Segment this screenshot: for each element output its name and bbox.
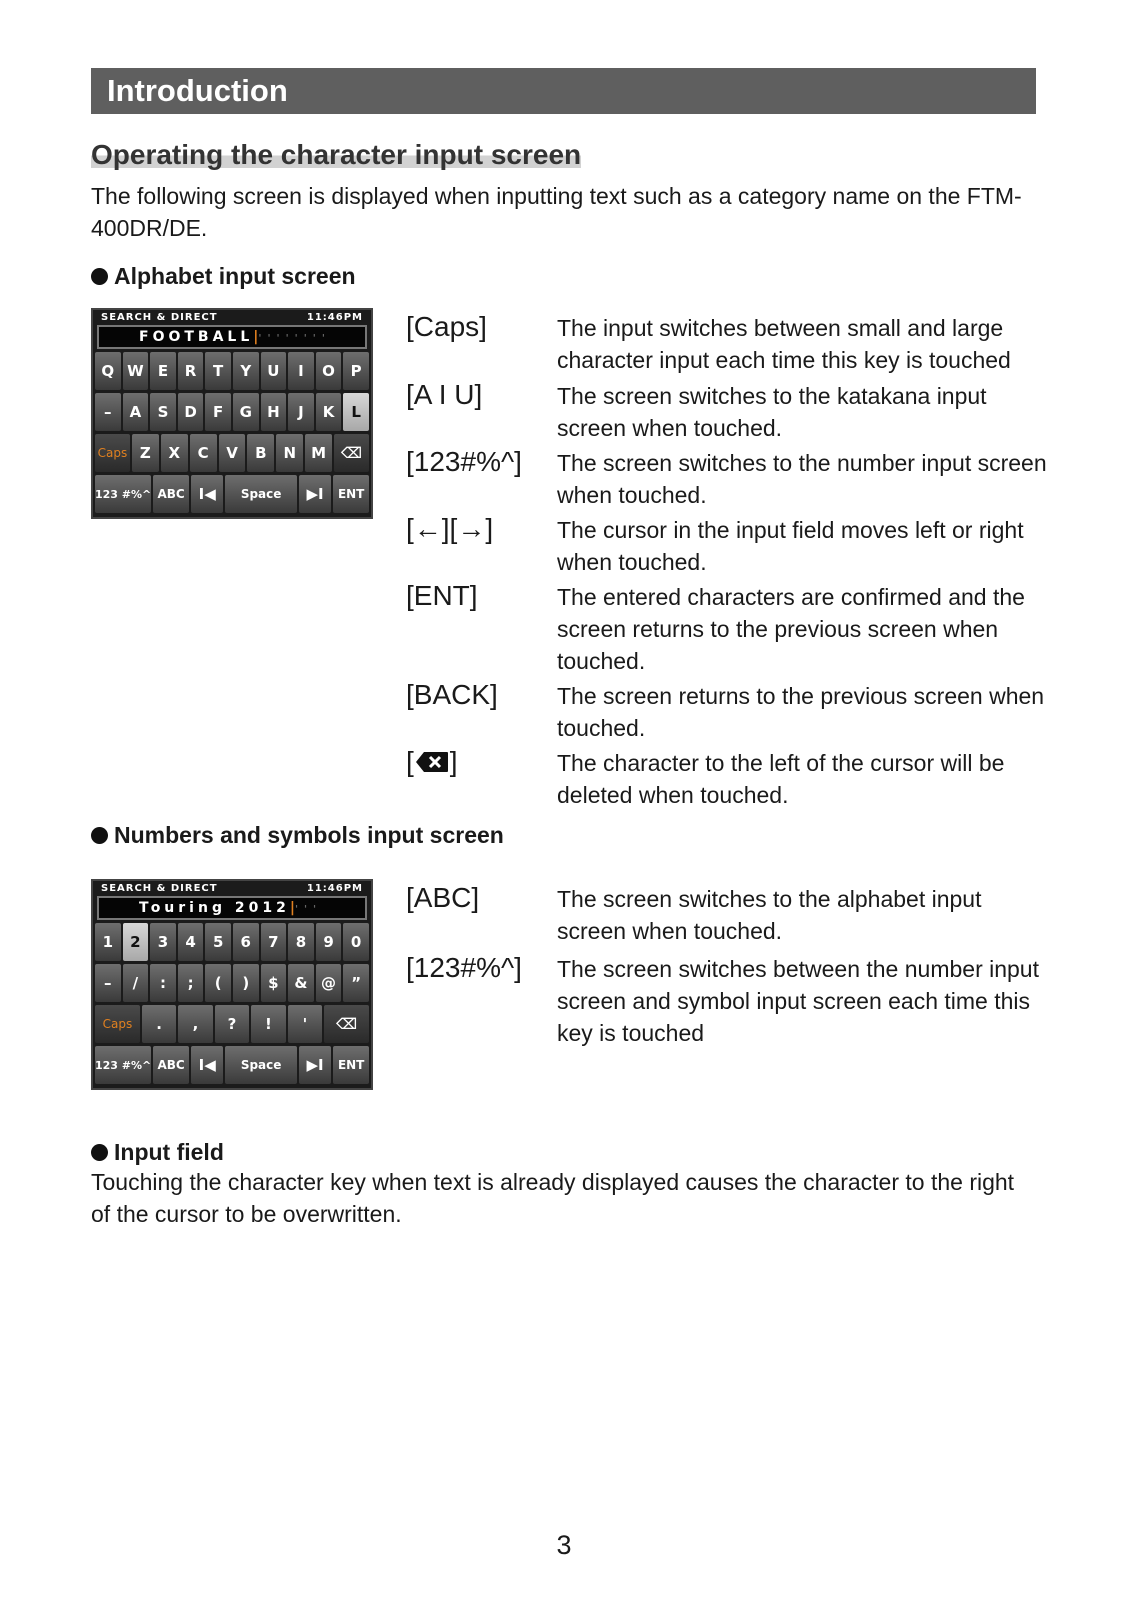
alphabet-keyboard-screenshot	[91, 308, 373, 519]
key-desc-backspace: The character to the left of the cursor will be deleted when touched.	[557, 750, 1005, 808]
keyboard-key-h: H	[261, 393, 287, 431]
keyboard-key--: @	[316, 964, 342, 1002]
key-desc-ent: The entered characters are confirmed and the screen returns to the previous screen when touched.	[557, 584, 1025, 674]
key-desc-arrows: The cursor in the input field moves left or right when touched.	[557, 517, 1024, 575]
key-label-arrows: [←][→]	[406, 513, 494, 544]
keyboard-key-t: T	[205, 352, 231, 390]
keyboard-key-n: N	[276, 434, 303, 472]
status-mode: SEARCH & DIRECT	[101, 883, 218, 894]
keyboard-input-field: Touring 2012|'''	[97, 896, 367, 920]
keyboard-key-1: 1	[95, 923, 121, 961]
status-clock: 11:46PM	[306, 883, 363, 894]
key-row-2	[95, 964, 369, 1002]
keyboard-key-c: C	[190, 434, 217, 472]
key-row-1	[95, 352, 369, 390]
alphabet-heading: Alphabet input screen	[91, 262, 356, 290]
keyboard-key-ent: ENT	[333, 1046, 369, 1084]
key-desc-aiu: The screen switches to the katakana input screen when touched.	[557, 383, 987, 441]
section-title: Operating the character input screen	[91, 139, 582, 170]
keyboard-key-i: I	[288, 352, 314, 390]
key-row-4	[95, 1046, 369, 1084]
keyboard-key-u: U	[261, 352, 287, 390]
keyboard-key--: &	[288, 964, 314, 1002]
key-row-3	[95, 1005, 369, 1043]
input-field-heading: Input field	[91, 1138, 224, 1166]
keyboard-key-z: Z	[132, 434, 159, 472]
keyboard-key-j: J	[288, 393, 314, 431]
numbers-keyboard-screenshot	[91, 879, 373, 1090]
key-row-2	[95, 393, 369, 431]
keyboard-key--: ,	[178, 1005, 212, 1043]
keyboard-key--i: ▶I	[299, 475, 331, 513]
keyboard-key-ent: ENT	[333, 475, 369, 513]
keyboard-key-m: M	[305, 434, 332, 472]
keyboard-key--: !	[251, 1005, 285, 1043]
key-label-ent: [ENT]	[406, 580, 478, 611]
keyboard-key-abc: ABC	[153, 475, 189, 513]
keyboard-key-backspace: ⌫	[334, 434, 369, 472]
page-number: 3	[556, 1530, 572, 1560]
keyboard-key-space: Space	[225, 1046, 296, 1084]
key-label-aiu: [A I U]	[406, 379, 483, 410]
key-desc-caps: The input switches between small and large character input each time this key is touched	[557, 315, 1011, 373]
keyboard-key-123-: 123 #%^	[95, 1046, 151, 1084]
key-desc-abc: The screen switches to the alphabet input screen when touched.	[557, 886, 982, 944]
key-desc-back: The screen returns to the previous screen when touched.	[557, 683, 1045, 741]
keyboard-key-o: O	[316, 352, 342, 390]
keyboard-key-e: E	[150, 352, 176, 390]
keyboard-key--: ;	[178, 964, 204, 1002]
bullet-icon	[91, 268, 108, 285]
keyboard-key-i-: I◀	[191, 475, 223, 513]
keyboard-key--: $	[261, 964, 287, 1002]
keyboard-key-f: F	[205, 393, 231, 431]
keyboard-key-5: 5	[205, 923, 231, 961]
keyboard-key--i: ▶I	[299, 1046, 331, 1084]
keyboard-key--: ”	[343, 964, 369, 1002]
keyboard-key--: :	[150, 964, 176, 1002]
keyboard-key-b: B	[247, 434, 274, 472]
numbers-heading: Numbers and symbols input screen	[91, 821, 504, 849]
text-cursor: |	[253, 329, 259, 345]
keyboard-key-g: G	[233, 393, 259, 431]
keyboard-key--: –	[95, 393, 121, 431]
key-desc-123-symbols: The screen switches between the number input screen and symbol input screen each time this key is touched	[557, 956, 1039, 1046]
keyboard-key--: '	[288, 1005, 322, 1043]
keyboard-key-y: Y	[233, 352, 259, 390]
key-row-3	[95, 434, 369, 472]
keyboard-key--: )	[233, 964, 259, 1002]
keyboard-key-9: 9	[316, 923, 342, 961]
keyboard-key-abc: ABC	[153, 1046, 189, 1084]
keyboard-key-w: W	[123, 352, 149, 390]
key-desc-123: The screen switches to the number input screen when touched.	[557, 450, 1047, 508]
keyboard-key-a: A	[123, 393, 149, 431]
keyboard-key-k: K	[316, 393, 342, 431]
key-label-abc: [ABC]	[406, 882, 480, 913]
keyboard-key-q: Q	[95, 352, 121, 390]
page-header-banner: Introduction	[91, 68, 1036, 114]
key-label-123: [123#%^]	[406, 446, 522, 477]
keyboard-key-space: Space	[225, 475, 296, 513]
keyboard-key-x: X	[161, 434, 188, 472]
key-label-caps: [Caps]	[406, 311, 487, 342]
key-row-4	[95, 475, 369, 513]
keyboard-key-d: D	[178, 393, 204, 431]
backspace-icon	[415, 751, 449, 773]
keyboard-key-s: S	[150, 393, 176, 431]
keyboard-key-caps: Caps	[95, 1005, 140, 1043]
keyboard-key-3: 3	[150, 923, 176, 961]
keyboard-key-r: R	[178, 352, 204, 390]
keyboard-key--: /	[123, 964, 149, 1002]
key-label-backspace: [ ]	[406, 746, 458, 777]
keyboard-key-l: L	[343, 393, 369, 431]
keyboard-key-p: P	[343, 352, 369, 390]
text-cursor: |	[289, 900, 295, 916]
bullet-icon	[91, 827, 108, 844]
keyboard-key-v: V	[219, 434, 246, 472]
keyboard-key--: –	[95, 964, 121, 1002]
keyboard-key-123-: 123 #%^	[95, 475, 151, 513]
key-row-1	[95, 923, 369, 961]
keyboard-key-caps: Caps	[95, 434, 130, 472]
keyboard-key-6: 6	[233, 923, 259, 961]
keyboard-key-2: 2	[123, 923, 149, 961]
keyboard-key-7: 7	[261, 923, 287, 961]
key-label-back: [BACK]	[406, 679, 498, 710]
keyboard-key-i-: I◀	[191, 1046, 223, 1084]
input-field-paragraph: Touching the character key when text is already displayed causes the character to the right of the cursor to be overwritten.	[91, 1169, 1015, 1227]
intro-paragraph: The following screen is displayed when inputting text such as a category name on the FTM-400DR/DE.	[91, 183, 1022, 241]
keyboard-key--: .	[142, 1005, 176, 1043]
keyboard-key-4: 4	[178, 923, 204, 961]
keyboard-key--: ?	[215, 1005, 249, 1043]
keyboard-key--: (	[205, 964, 231, 1002]
key-label-123-symbols: [123#%^]	[406, 952, 522, 983]
status-mode: SEARCH & DIRECT	[101, 312, 218, 323]
bullet-icon	[91, 1144, 108, 1161]
status-clock: 11:46PM	[306, 312, 363, 323]
keyboard-key-backspace: ⌫	[324, 1005, 369, 1043]
keyboard-key-8: 8	[288, 923, 314, 961]
keyboard-key-0: 0	[343, 923, 369, 961]
keyboard-input-field: FOOTBALL|''''''''	[97, 325, 367, 349]
